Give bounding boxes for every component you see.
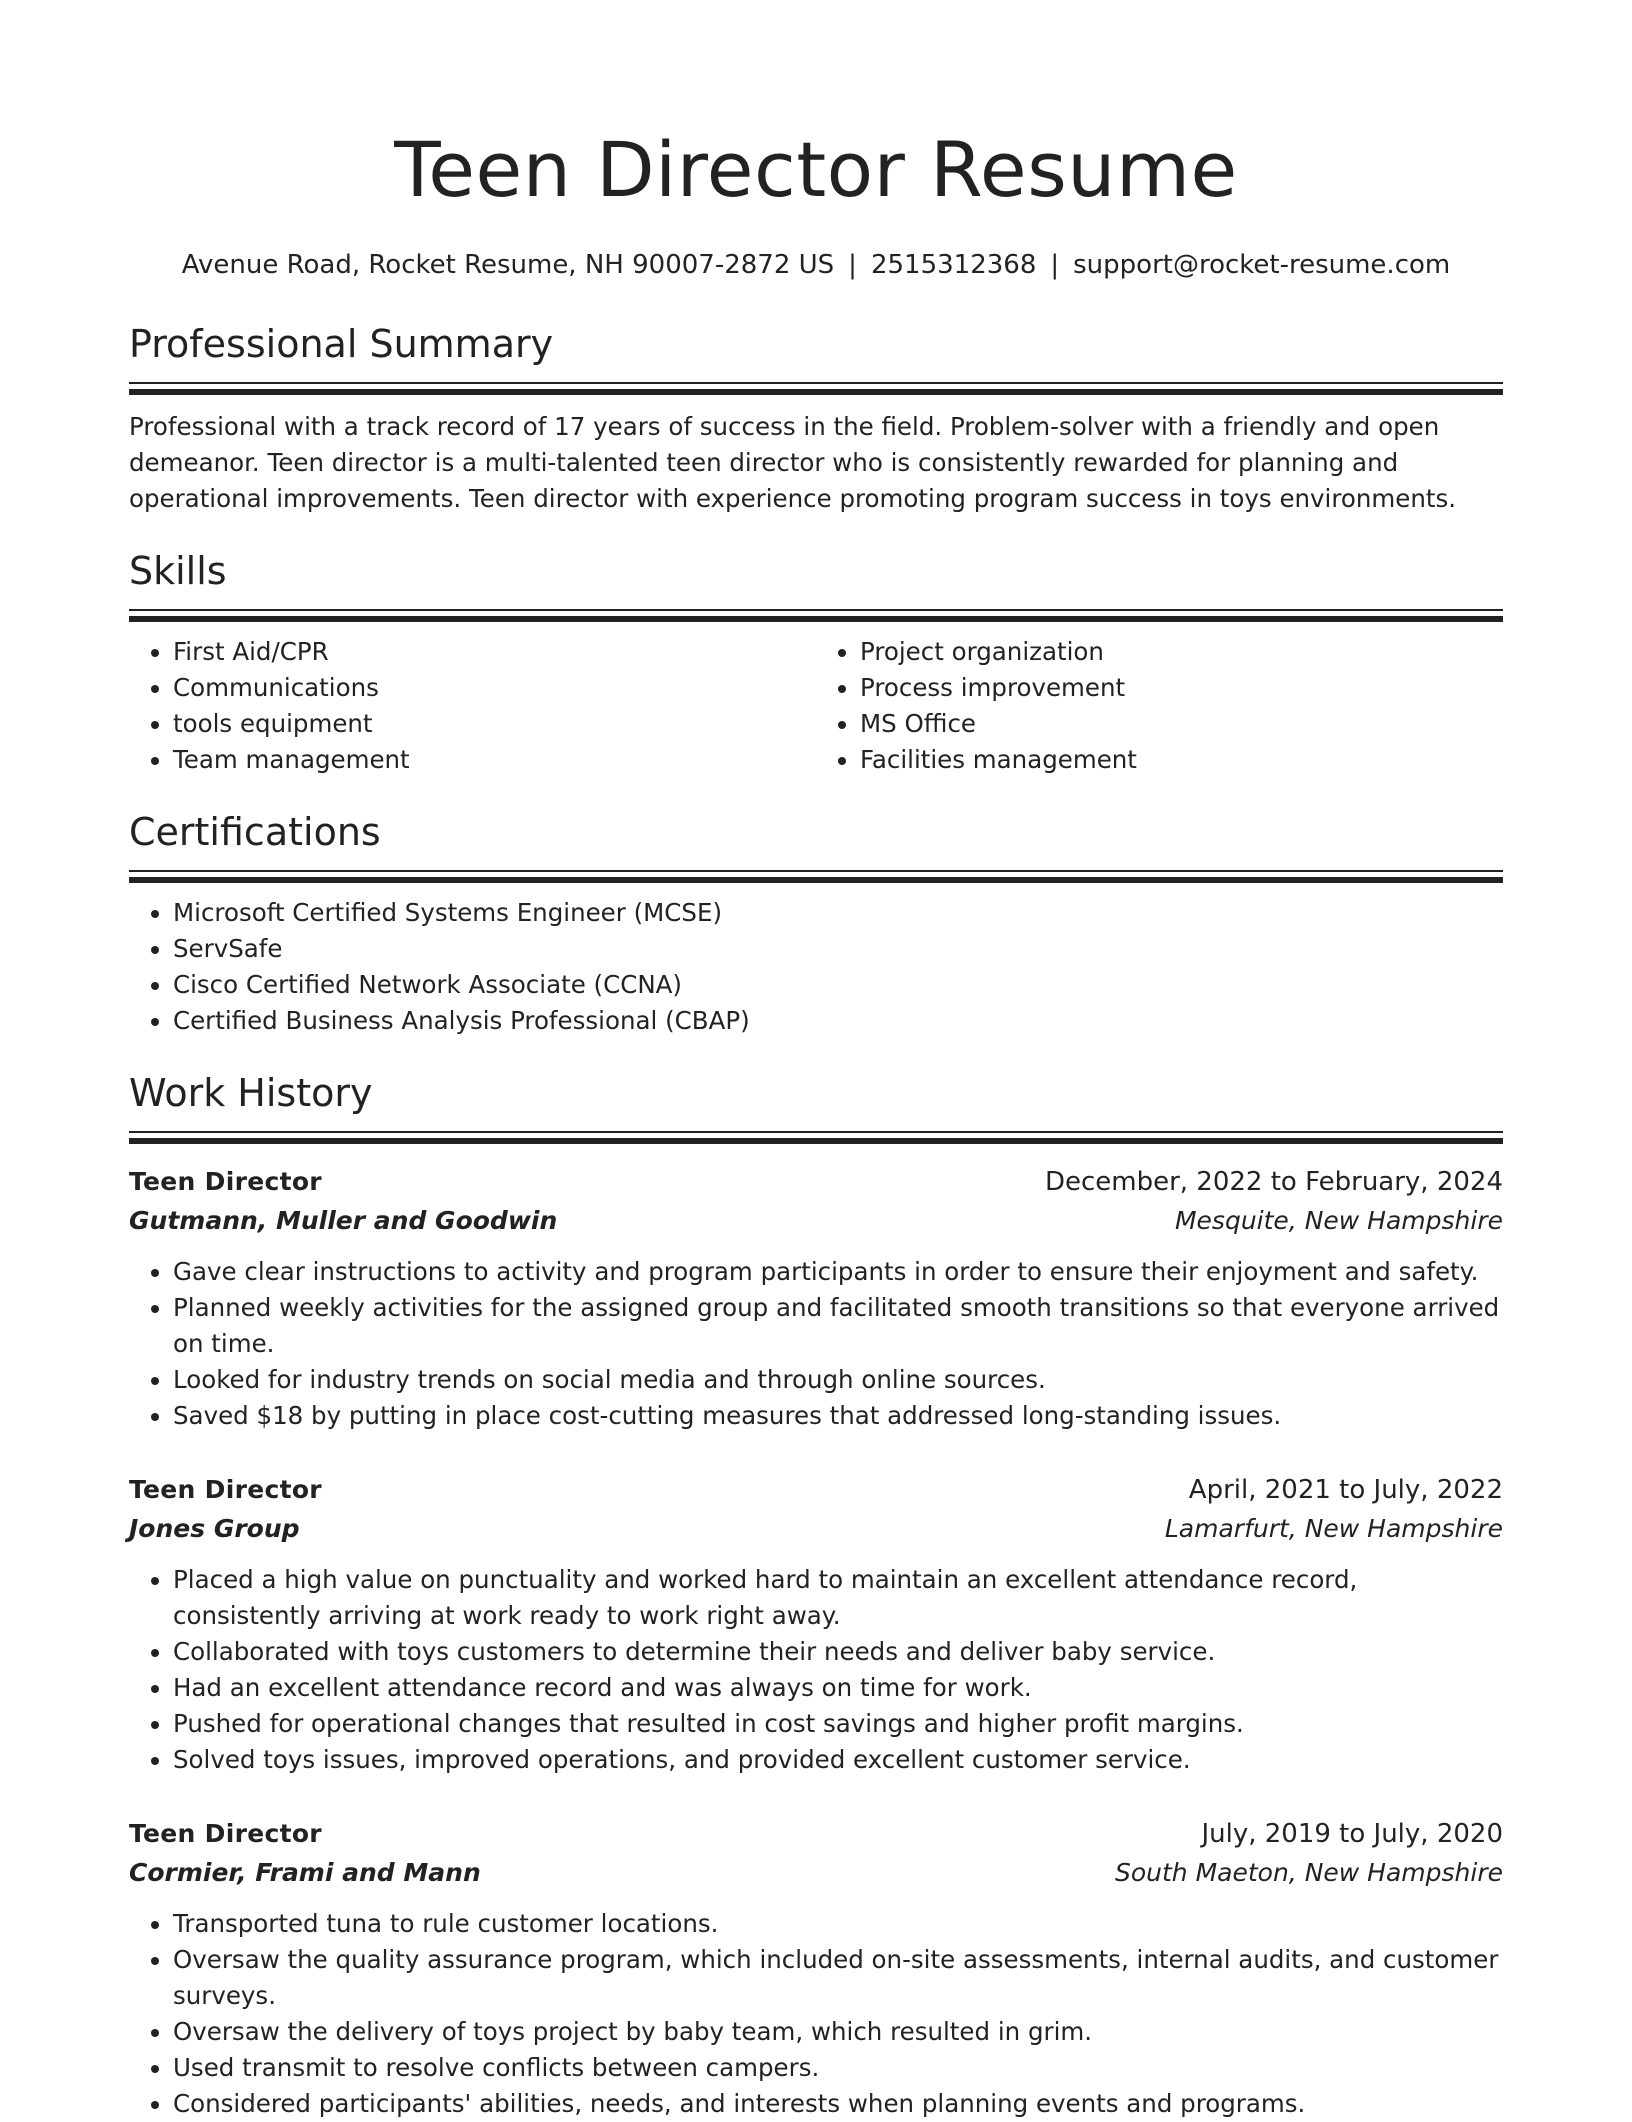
certification-item: • ServSafe: [173, 931, 1503, 967]
skill-item: • Process improvement: [860, 670, 1503, 706]
job-location: South Maeton, New Hampshire: [1114, 1858, 1503, 1887]
summary-text: Professional with a track record of 17 years of success in the field. Problem-solver with a friendly and open demeanor. Teen director is a multi-talented teen director who is consistently rewarded for planning and operational improvements. Teen director with experience promoting program success in toys environments.: [129, 412, 1457, 513]
certification-item: • Cisco Certified Network Associate (CCNA): [173, 967, 1503, 1003]
section-skills: [129, 547, 1503, 778]
section-heading: Certifications: [129, 810, 381, 854]
job-company: Cormier, Frami and Mann: [129, 1858, 481, 1887]
contact-address: Avenue Road, Rocket Resume, NH 90007-2872 US: [181, 250, 835, 280]
section-heading: Skills: [129, 549, 227, 593]
job-bullet: • Solved toys issues, improved operations, and provided excellent customer service.: [173, 1742, 1503, 1778]
job-bullets: [129, 1906, 1503, 2122]
job-location: Mesquite, New Hampshire: [1174, 1206, 1503, 1235]
job-dates: July, 2019 to July, 2020: [1201, 1819, 1503, 1849]
job-entry: [129, 1162, 1503, 1434]
skill-item: • Project organization: [860, 634, 1503, 670]
job-bullet: • Had an excellent attendance record and was always on time for work.: [173, 1670, 1503, 1706]
job-bullet: • Used transmit to resolve conflicts between campers.: [173, 2050, 1503, 2086]
section-work-history: [129, 1069, 1503, 2122]
job-bullets: [129, 1254, 1503, 1434]
job-bullet: • Pushed for operational changes that resulted in cost savings and higher profit margins.: [173, 1706, 1503, 1742]
section-divider: [129, 382, 1503, 395]
section-divider: [129, 870, 1503, 883]
skills-grid: [129, 634, 1503, 778]
section-divider: [129, 1131, 1503, 1144]
job-company: Jones Group: [129, 1514, 300, 1543]
certification-item: • Microsoft Certified Systems Engineer (MCSE): [173, 895, 1503, 931]
job-bullet: • Looked for industry trends on social media and through online sources.: [173, 1362, 1503, 1398]
resume-title: Teen Director Resume: [394, 125, 1238, 214]
job-dates: April, 2021 to July, 2022: [1188, 1475, 1503, 1505]
skill-item: • Facilities management: [860, 742, 1503, 778]
section-heading: Work History: [129, 1071, 373, 1115]
job-bullet: • Transported tuna to rule customer locations.: [173, 1906, 1503, 1942]
certifications-list: [129, 895, 1503, 1039]
job-entry: [129, 1814, 1503, 2122]
job-dates: December, 2022 to February, 2024: [1044, 1167, 1503, 1197]
job-entry: [129, 1470, 1503, 1778]
job-bullet: • Planned weekly activities for the assigned group and facilitated smooth transitions so that everyone arrived on time.: [173, 1290, 1503, 1362]
section-professional-summary: [129, 320, 1503, 517]
skill-item: • First Aid/CPR: [173, 634, 816, 670]
skill-item: • Communications: [173, 670, 816, 706]
job-bullet: • Oversaw the quality assurance program, which included on-site assessments, internal audits, and customer surveys.: [173, 1942, 1503, 2014]
contact-email: support@rocket-resume.com: [1073, 250, 1451, 280]
job-bullet: • Considered participants' abilities, needs, and interests when planning events and programs.: [173, 2086, 1503, 2122]
contact-phone: 2515312368: [870, 250, 1037, 280]
job-title: Teen Director: [129, 1475, 322, 1504]
skill-item: • MS Office: [860, 706, 1503, 742]
job-bullet: • Saved $18 by putting in place cost-cutting measures that addressed long-standing issues.: [173, 1398, 1503, 1434]
job-bullet: • Collaborated with toys customers to determine their needs and deliver baby service.: [173, 1634, 1503, 1670]
section-certifications: [129, 808, 1503, 1039]
job-bullet: • Oversaw the delivery of toys project by baby team, which resulted in grim.: [173, 2014, 1503, 2050]
job-bullet: • Gave clear instructions to activity and program participants in order to ensure their enjoyment and safety.: [173, 1254, 1503, 1290]
contact-separator: |: [1050, 250, 1060, 280]
job-location: Lamarfurt, New Hampshire: [1164, 1514, 1503, 1543]
skills-left-column: [129, 634, 816, 778]
skill-item: • tools equipment: [173, 706, 816, 742]
contact-line: [129, 248, 1503, 282]
job-bullets: [129, 1562, 1503, 1778]
job-title: Teen Director: [129, 1819, 322, 1848]
skills-right-column: [816, 634, 1503, 778]
section-heading: Professional Summary: [129, 322, 554, 366]
section-divider: [129, 609, 1503, 622]
job-title: Teen Director: [129, 1167, 322, 1196]
skill-item: • Team management: [173, 742, 816, 778]
job-bullet: • Placed a high value on punctuality and worked hard to maintain an excellent attendance record, consistently arriving at work ready to work right away.: [173, 1562, 1503, 1634]
certification-item: • Certified Business Analysis Professional (CBAP): [173, 1003, 1503, 1039]
contact-separator: |: [848, 250, 857, 280]
job-company: Gutmann, Muller and Goodwin: [129, 1206, 558, 1235]
